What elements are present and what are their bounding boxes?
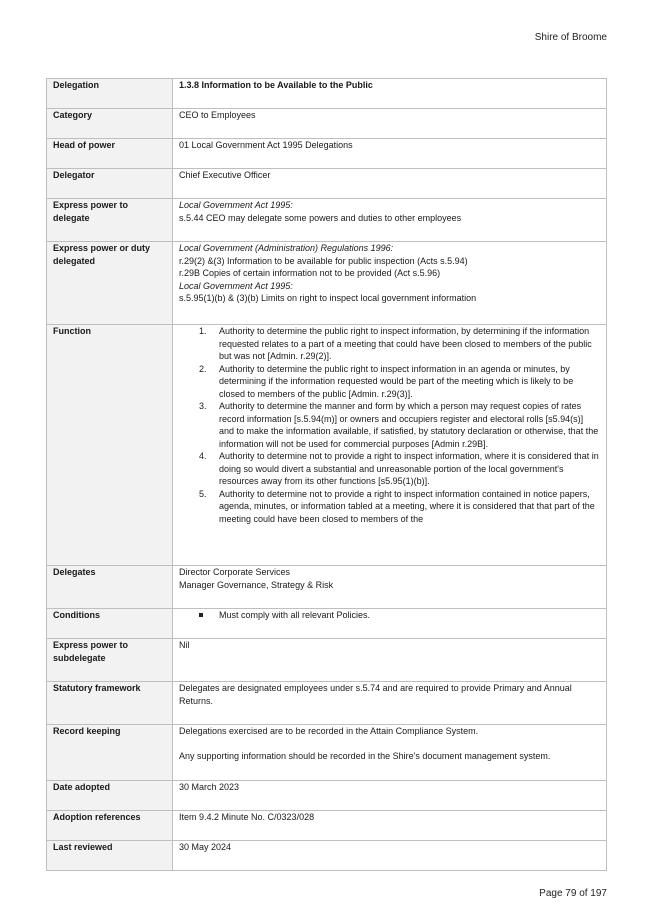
conditions-list: [179, 609, 600, 622]
row-function: [47, 325, 607, 566]
label-statutory-framework: Statutory framework: [47, 682, 173, 725]
act-reference: Local Government Act 1995:: [179, 280, 293, 291]
organisation-header: Shire of Broome: [534, 32, 607, 43]
list-item: 5. Authority to determine not to provide a right to inspect information contained in notice papers, agenda, minutes, or information tabled at a meeting, where it is considered that that part of the meeting could have been closed to members of the: [199, 488, 595, 524]
regulation-line: r.29B Copies of certain information not to be provided (Act s.5.96): [179, 268, 441, 278]
label-conditions: Conditions: [47, 609, 173, 639]
list-item: 1. Authority to determine the public right to inspect information, by determining if the information requested relates to a part of a meeting that could have been closed to members of the public but was not [Admin. r.29(2)].: [199, 326, 592, 361]
row-adoption-references: [47, 811, 607, 841]
value-express-power-to-subdelegate: Nil: [173, 639, 607, 682]
label-date-adopted: Date adopted: [47, 781, 173, 811]
label-head-of-power: Head of power: [47, 139, 173, 169]
row-record-keeping: [47, 725, 607, 781]
label-delegation: Delegation: [47, 79, 173, 109]
value-head-of-power: 01 Local Government Act 1995 Delegations: [173, 139, 607, 169]
row-express-power-or-duty-delegated: [47, 242, 607, 325]
function-list: [179, 325, 600, 525]
value-last-reviewed: 30 May 2024: [173, 841, 607, 871]
value-delegation: 1.3.8 Information to be Available to the Public: [173, 79, 607, 109]
list-item: 4. Authority to determine not to provide a right to inspect information, where it is considered that in doing so would divert a substantial and unreasonable portion of the local government's resources away from its other functions [s5.95(1)(b)].: [199, 451, 599, 486]
row-conditions: [47, 609, 607, 639]
delegation-table: [46, 78, 607, 871]
value-express-power-or-duty-delegated: [173, 242, 607, 325]
label-category: Category: [47, 109, 173, 139]
record-keeping-paragraph: Delegations exercised are to be recorded in the Attain Compliance System.: [179, 726, 479, 736]
value-record-keeping: [173, 725, 607, 781]
label-express-power-to-delegate: Express power to delegate: [47, 199, 173, 242]
value-delegates: [173, 566, 607, 609]
section-line: s.5.44 CEO may delegate some powers and duties to other employees: [179, 212, 462, 223]
record-keeping-paragraph: Any supporting information should be recorded in the Shire's document management system.: [179, 750, 551, 761]
regulations-reference: Local Government (Administration) Regulations 1996:: [179, 243, 394, 253]
page-number: Page 79 of 197: [539, 888, 607, 899]
row-express-power-to-subdelegate: [47, 639, 607, 682]
label-function: Function: [47, 325, 173, 566]
value-category: CEO to Employees: [173, 109, 607, 139]
value-express-power-to-delegate: [173, 199, 607, 242]
value-delegator: Chief Executive Officer: [173, 169, 607, 199]
value-adoption-references: Item 9.4.2 Minute No. C/0323/028: [173, 811, 607, 841]
row-delegator: [47, 169, 607, 199]
value-function: [173, 325, 607, 566]
row-delegation: [47, 79, 607, 109]
row-head-of-power: [47, 139, 607, 169]
label-adoption-references: Adoption references: [47, 811, 173, 841]
value-conditions: [173, 609, 607, 639]
row-statutory-framework: [47, 682, 607, 725]
value-statutory-framework: Delegates are designated employees under s.5.74 and are required to provide Primary and Annual Returns.: [173, 682, 607, 725]
label-delegates: Delegates: [47, 566, 173, 609]
row-last-reviewed: [47, 841, 607, 871]
label-delegator: Delegator: [47, 169, 173, 199]
label-record-keeping: Record keeping: [47, 725, 173, 781]
value-date-adopted: 30 March 2023: [173, 781, 607, 811]
list-item: 3. Authority to determine the manner and form by which a person may request copies of rates record information [s.5.94(m)] or owners and occupiers register and electoral rolls [s5.94(s)] and to make the information available, if satisfied, by statutory declaration or otherwise, that the information will not be used for commercial purposes [Admin r.29B].: [199, 401, 599, 449]
row-express-power-to-delegate: [47, 199, 607, 242]
bullet-icon: [199, 613, 203, 617]
delegate-line: Director Corporate Services: [179, 567, 291, 577]
list-item: Must comply with all relevant Policies.: [219, 609, 600, 622]
act-reference: Local Government Act 1995:: [179, 200, 293, 210]
section-line: s.5.95(1)(b) & (3)(b) Limits on right to inspect local government information: [179, 293, 477, 303]
list-item: 2. Authority to determine the public right to inspect information in an agenda or minutes, by determining if the information requested would be part of the meeting which is likely to be closed to members of the public [Admin. r.29(3)].: [199, 363, 574, 399]
label-express-power-to-subdelegate: Express power to subdelegate: [47, 639, 173, 682]
regulation-line: r.29(2) &(3) Information to be available for public inspection (Acts s.5.94): [179, 255, 468, 266]
label-last-reviewed: Last reviewed: [47, 841, 173, 871]
label-express-power-or-duty-delegated: Express power or duty delegated: [47, 242, 173, 325]
row-category: [47, 109, 607, 139]
row-date-adopted: [47, 781, 607, 811]
row-delegates: [47, 566, 607, 609]
delegate-line: Manager Governance, Strategy & Risk: [179, 579, 334, 590]
